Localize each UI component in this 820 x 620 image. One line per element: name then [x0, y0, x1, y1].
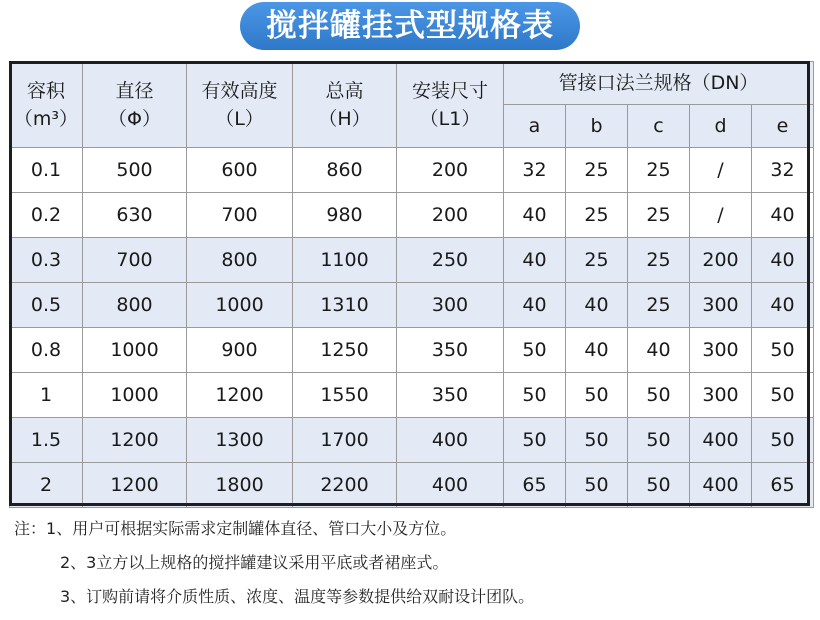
cell-flange-c: 25 — [628, 193, 690, 238]
note-item — [14, 580, 814, 614]
cell-total-height: 2200 — [293, 463, 397, 508]
cell-flange-a: 50 — [504, 328, 566, 373]
cell-flange-d: 400 — [690, 463, 752, 508]
cell-install-size: 350 — [397, 373, 504, 418]
table-row — [10, 238, 814, 283]
cell-flange-e: 32 — [752, 148, 814, 193]
cell-flange-e: 40 — [752, 238, 814, 283]
cell-install-size: 400 — [397, 463, 504, 508]
cell-total-height: 860 — [293, 148, 397, 193]
cell-flange-b: 25 — [566, 193, 628, 238]
cell-install-size: 200 — [397, 193, 504, 238]
cell-volume: 1 — [10, 373, 83, 418]
cell-diameter: 630 — [83, 193, 187, 238]
header-effective-height — [187, 62, 293, 148]
header-diameter-label: 直径 — [115, 79, 154, 102]
cell-total-height: 1250 — [293, 328, 397, 373]
header-flange-e: e — [752, 105, 814, 148]
header-install-size-unit: （L1） — [419, 107, 481, 130]
cell-total-height: 1310 — [293, 283, 397, 328]
note-text: 1、用户可根据实际需求定制罐体直径、管口大小及方位。 — [46, 519, 457, 538]
note-item — [14, 512, 814, 546]
cell-flange-b: 25 — [566, 148, 628, 193]
cell-total-height: 1700 — [293, 418, 397, 463]
cell-effective-height: 1000 — [187, 283, 293, 328]
header-flange-d: d — [690, 105, 752, 148]
cell-flange-e: 50 — [752, 418, 814, 463]
table-row — [10, 148, 814, 193]
cell-effective-height: 1800 — [187, 463, 293, 508]
cell-diameter: 1200 — [83, 418, 187, 463]
cell-flange-c: 25 — [628, 283, 690, 328]
header-install-size — [397, 62, 504, 148]
cell-flange-a: 50 — [504, 418, 566, 463]
cell-flange-e: 40 — [752, 193, 814, 238]
cell-install-size: 300 — [397, 283, 504, 328]
cell-flange-c: 50 — [628, 373, 690, 418]
cell-diameter: 700 — [83, 238, 187, 283]
cell-effective-height: 700 — [187, 193, 293, 238]
cell-diameter: 1000 — [83, 373, 187, 418]
cell-volume: 0.1 — [10, 148, 83, 193]
cell-install-size: 350 — [397, 328, 504, 373]
cell-total-height: 1550 — [293, 373, 397, 418]
header-diameter-unit: （Φ） — [108, 107, 161, 130]
cell-flange-c: 25 — [628, 148, 690, 193]
table-row — [10, 283, 814, 328]
cell-flange-d: / — [690, 193, 752, 238]
header-flange-b: b — [566, 105, 628, 148]
cell-flange-a: 40 — [504, 193, 566, 238]
cell-flange-c: 50 — [628, 418, 690, 463]
cell-flange-c: 40 — [628, 328, 690, 373]
table-row — [10, 463, 814, 508]
cell-flange-c: 25 — [628, 238, 690, 283]
cell-diameter: 1000 — [83, 328, 187, 373]
cell-flange-c: 50 — [628, 463, 690, 508]
spec-table-body — [10, 148, 814, 508]
header-total-height-unit: （H） — [318, 107, 371, 130]
cell-volume: 0.5 — [10, 283, 83, 328]
note-text: 2、3立方以上规格的搅拌罐建议采用平底或者裙座式。 — [60, 553, 449, 572]
cell-flange-a: 40 — [504, 238, 566, 283]
table-row — [10, 418, 814, 463]
cell-flange-d: 400 — [690, 418, 752, 463]
header-diameter — [83, 62, 187, 148]
cell-effective-height: 1300 — [187, 418, 293, 463]
cell-flange-e: 50 — [752, 328, 814, 373]
header-effective-height-label: 有效高度 — [201, 79, 278, 102]
note-text: 3、订购前请将介质性质、浓度、温度等参数提供给双耐设计团队。 — [60, 587, 535, 606]
title-area — [0, 0, 820, 56]
cell-volume: 0.3 — [10, 238, 83, 283]
cell-total-height: 1100 — [293, 238, 397, 283]
cell-diameter: 500 — [83, 148, 187, 193]
cell-effective-height: 1200 — [187, 373, 293, 418]
header-volume — [10, 62, 83, 148]
cell-install-size: 400 — [397, 418, 504, 463]
page-title: 搅拌罐挂式型规格表 — [240, 2, 580, 50]
cell-flange-d: / — [690, 148, 752, 193]
cell-flange-d: 200 — [690, 238, 752, 283]
cell-flange-b: 40 — [566, 283, 628, 328]
cell-flange-d: 300 — [690, 283, 752, 328]
cell-flange-e: 50 — [752, 373, 814, 418]
header-flange-a: a — [504, 105, 566, 148]
cell-volume: 2 — [10, 463, 83, 508]
cell-total-height: 980 — [293, 193, 397, 238]
notes-prefix: 注： — [14, 519, 47, 538]
cell-flange-a: 65 — [504, 463, 566, 508]
cell-flange-a: 50 — [504, 373, 566, 418]
header-flange-c: c — [628, 105, 690, 148]
cell-flange-e: 65 — [752, 463, 814, 508]
header-flange-group: 管接口法兰规格（DN） — [504, 62, 814, 105]
cell-flange-a: 40 — [504, 283, 566, 328]
cell-flange-b: 50 — [566, 373, 628, 418]
cell-flange-b: 40 — [566, 328, 628, 373]
spec-table — [9, 61, 814, 508]
cell-volume: 0.2 — [10, 193, 83, 238]
cell-flange-d: 300 — [690, 373, 752, 418]
cell-install-size: 200 — [397, 148, 504, 193]
header-total-height — [293, 62, 397, 148]
cell-volume: 0.8 — [10, 328, 83, 373]
cell-flange-b: 50 — [566, 463, 628, 508]
notes-section — [14, 512, 814, 614]
cell-diameter: 1200 — [83, 463, 187, 508]
cell-flange-e: 40 — [752, 283, 814, 328]
note-item — [14, 546, 814, 580]
cell-effective-height: 800 — [187, 238, 293, 283]
cell-effective-height: 600 — [187, 148, 293, 193]
table-row — [10, 193, 814, 238]
header-volume-label: 容积 — [26, 79, 65, 102]
table-row — [10, 328, 814, 373]
cell-flange-d: 300 — [690, 328, 752, 373]
cell-flange-b: 25 — [566, 238, 628, 283]
header-effective-height-unit: （L） — [215, 107, 264, 130]
header-install-size-label: 安装尺寸 — [411, 79, 488, 102]
cell-install-size: 250 — [397, 238, 504, 283]
cell-flange-b: 50 — [566, 418, 628, 463]
cell-flange-a: 32 — [504, 148, 566, 193]
table-row — [10, 373, 814, 418]
cell-diameter: 800 — [83, 283, 187, 328]
cell-volume: 1.5 — [10, 418, 83, 463]
header-total-height-label: 总高 — [325, 79, 364, 102]
cell-effective-height: 900 — [187, 328, 293, 373]
header-volume-unit: （m³） — [13, 107, 79, 130]
